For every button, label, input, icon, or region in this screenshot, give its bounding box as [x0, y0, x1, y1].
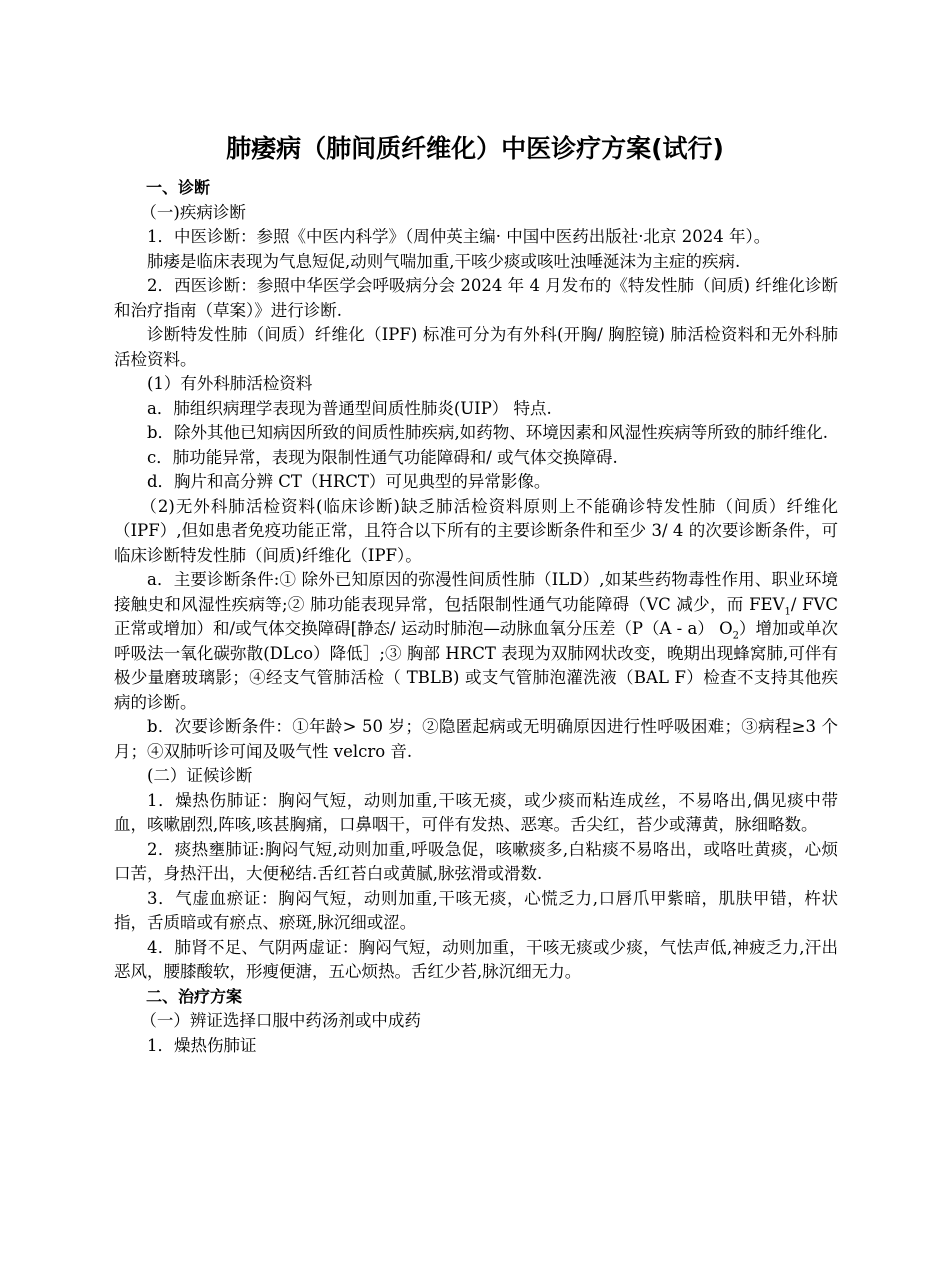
- paragraph-definition: 肺痿是临床表现为气息短促,动则气喘加重,干咳少痰或咳吐浊唾涎沫为主症的疾病.: [147, 251, 741, 271]
- subsection-heading-syndrome-diagnosis: (二）证候诊断: [147, 766, 253, 785]
- paragraph-syndrome-2: 2．痰热壅肺证:胸闷气短,动则加重,呼吸急促，咳嗽痰多,白粘痰不易咯出，或咯吐黄痰，心烦口苦，身热汗出，大便秘结.舌红苔白或黄腻,脉弦滑或滑数.: [114, 839, 838, 883]
- paragraph-ipf-criteria: 诊断特发性肺（间质）纤维化（IPF) 标准可分为有外科(开胸/ 胸腔镜) 肺活检资料和无外科肺活检资料。: [114, 325, 838, 369]
- paragraph-criterion-c: c．肺功能异常，表现为限制性通气功能障碍和/ 或气体交换障碍.: [147, 447, 618, 467]
- subscript-2: 2: [732, 630, 739, 642]
- subsection-heading-oral-medicine: （一）辨证选择口服中药汤剂或中成药: [140, 1011, 421, 1030]
- major-criteria-part3: ）增加或单次呼吸法一氧化碳弥散(DLco）降低］;③ 胸部 HRCT 表现为双肺网状改变，晚期出现蜂窝肺,可伴有极少量磨玻璃影；④经支气管肺活检（ TBLB) 或支气管肺泡灌洗液（BAL F）检查不支持其他疾病的诊断。: [114, 619, 839, 712]
- subscript-1: 1: [784, 605, 791, 617]
- paragraph-criterion-b: b．除外其他已知病因所致的间质性肺疾病,如药物、环境因素和风湿性疾病等所致的肺纤维化.: [147, 423, 829, 442]
- paragraph-syndrome-1: 1．燥热伤肺证：胸闷气短，动则加重,干咳无痰，或少痰而粘连成丝，不易咯出,偶见痰中带血，咳嗽剧烈,阵咳,咳甚胸痛，口鼻咽干，可伴有发热、恶寒。舌尖红，苔少或薄黄，脉细略数。: [114, 790, 838, 834]
- paragraph-no-surgical-biopsy: （2)无外科肺活检资料(临床诊断)缺乏肺活检资料原则上不能确诊特发性肺（间质）纤维化（IPF）,但如患者免疫功能正常，且符合以下所有的主要诊断条件和至少 3/ 4 的次要诊断条件，可临床诊断特发性肺（间质)纤维化（IPF）。: [114, 496, 838, 565]
- paragraph-syndrome-4: 4．肺肾不足、气阴两虚证：胸闷气短，动则加重，干咳无痰或少痰，气怯声低,神疲乏力,汗出恶风，腰膝酸软，形瘦便溏，五心烦热。舌红少苔,脉沉细无力。: [114, 937, 838, 981]
- document-title: 肺痿病（肺间质纤维化）中医诊疗方案(试行): [226, 134, 724, 163]
- document-body: [114, 176, 838, 1058]
- paragraph-tcm-diagnosis: 1．中医诊断：参照《中医内科学》（周仲英主编· 中国中医药出版社·北京 2024 年）。: [147, 227, 771, 246]
- paragraph-minor-criteria: b．次要诊断条件：①年龄> 50 岁；②隐匿起病或无明确原因进行性呼吸困难；③病程≥3 个月；④双肺听诊可闻及吸气性 velcro 音.: [114, 717, 838, 761]
- paragraph-syndrome-3: 3．气虚血瘀证：胸闷气短，动则加重,干咳无痰，心慌乏力,口唇爪甲紫暗，肌肤甲错，杵状指，舌质暗或有瘀点、瘀斑,脉沉细或涩。: [114, 888, 838, 932]
- major-criteria-part1: a．主要诊断条件:① 除外已知原因的弥漫性间质性肺（ILD）,如某些药物毒性作用、职业环境接触史和风湿性疾病等;② 肺功能表现异常，包括限制性通气功能障碍（VC 减少，而 FEV: [114, 570, 838, 614]
- paragraph-criterion-d: d．胸片和高分辨 CT（HRCT）可见典型的异常影像。: [147, 472, 551, 491]
- major-criteria-part2: / FVC 正常或增加）和/或气体交换障碍[静态/ 运动时肺泡—动脉血氧分压差（P（A - a） O: [114, 594, 839, 638]
- subsection-heading-disease-diagnosis: （一)疾病诊断: [140, 202, 246, 222]
- section-heading-treatment: 二、治疗方案: [146, 986, 243, 1006]
- paragraph-treatment-1: 1．燥热伤肺证: [147, 1035, 257, 1055]
- paragraph-criterion-a: a．肺组织病理学表现为普通型间质性肺炎(UIP） 特点.: [147, 398, 552, 418]
- paragraph-major-criteria: [114, 568, 838, 715]
- section-heading-diagnosis: 一、诊断: [146, 178, 211, 197]
- paragraph-surgical-biopsy-heading: (1）有外科肺活检资料: [147, 374, 313, 393]
- paragraph-western-diagnosis: 2．西医诊断：参照中华医学会呼吸病分会 2024 年 4 月发布的《特发性肺（间质) 纤维化诊断和治疗指南（草案）》进行诊断.: [114, 276, 838, 320]
